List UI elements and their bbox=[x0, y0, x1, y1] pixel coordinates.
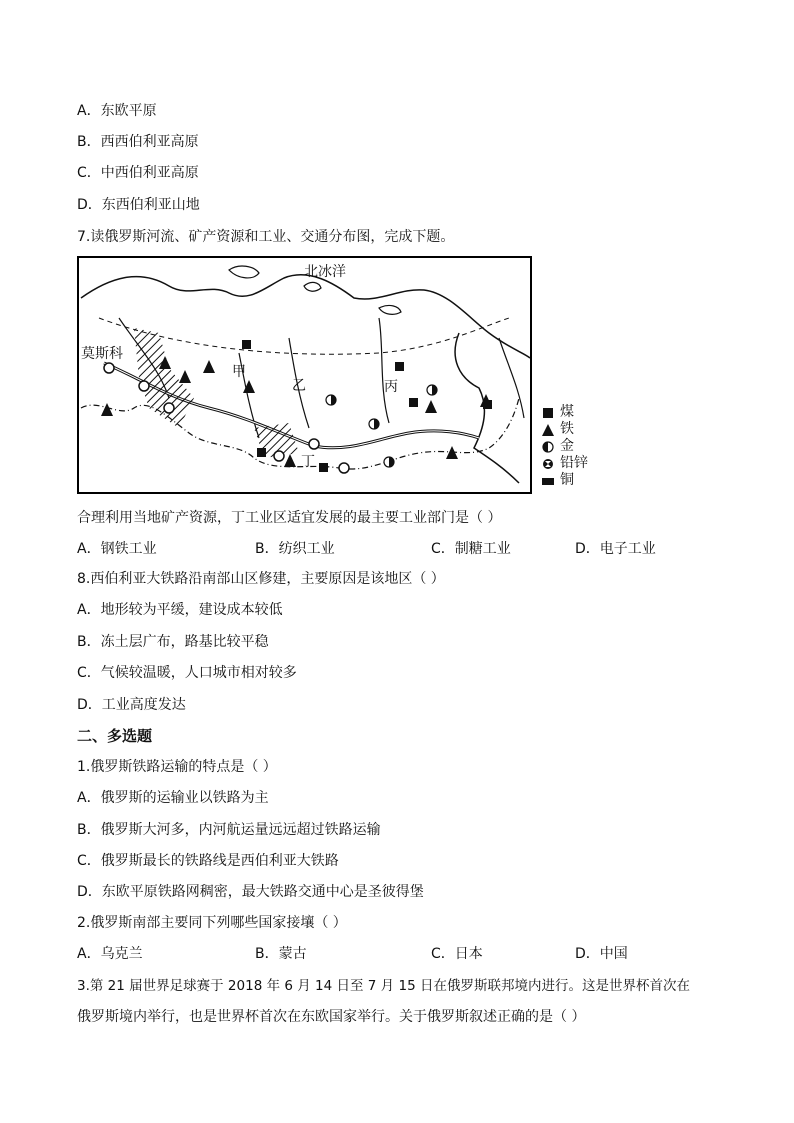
m2-option-a: A．乌克兰 bbox=[77, 946, 143, 962]
m2-stem: 2.俄罗斯南部主要同下列哪些国家接壤（ ） bbox=[77, 915, 347, 931]
russia-map bbox=[77, 256, 532, 494]
copper-icon bbox=[542, 475, 554, 487]
q8-option-d: D．工业高度发达 bbox=[77, 697, 186, 713]
section-title: 二、多选题 bbox=[77, 727, 153, 745]
map-legend bbox=[542, 404, 602, 489]
q8-stem: 8.西伯利亚大铁路沿南部山区修建，主要原因是该地区（ ） bbox=[77, 571, 445, 587]
legend-lead-zinc: 铅锌 bbox=[542, 455, 602, 472]
q7-question: 合理利用当地矿产资源，丁工业区适宜发展的最主要工业部门是（ ） bbox=[77, 510, 502, 526]
q8-option-c: C．气候较温暖，人口城市相对较多 bbox=[77, 665, 297, 681]
q7-option-a: A．钢铁工业 bbox=[77, 541, 157, 557]
m2-option-c: C．日本 bbox=[431, 946, 483, 962]
m3-stem-line2: 俄罗斯境内举行，也是世界杯首次在东欧国家举行。关于俄罗斯叙述正确的是（ ） bbox=[77, 1009, 586, 1025]
m2-option-d: D．中国 bbox=[575, 946, 628, 962]
legend-copper: 铜 bbox=[542, 472, 602, 489]
m1-option-d: D．东欧平原铁路网稠密，最大铁路交通中心是圣彼得堡 bbox=[77, 884, 424, 900]
m1-option-a: A．俄罗斯的运输业以铁路为主 bbox=[77, 790, 269, 806]
m3-stem-line1: 3.第 21 届世界足球赛于 2018 年 6 月 14 日至 7 月 15 日在俄罗斯联邦境内进行。这是世界杯首次在 bbox=[77, 978, 690, 994]
coal-icon bbox=[542, 407, 554, 419]
legend-coal: 煤 bbox=[542, 404, 602, 421]
q7-option-d: D．电子工业 bbox=[575, 541, 656, 557]
iron-icon bbox=[542, 424, 554, 436]
q7-stem: 7.读俄罗斯河流、矿产资源和工业、交通分布图，完成下题。 bbox=[77, 229, 455, 245]
q7-option-b: B．纺织工业 bbox=[255, 541, 335, 557]
q8-option-a: A．地形较为平缓，建设成本较低 bbox=[77, 602, 283, 618]
q6-option-a: A．东欧平原 bbox=[77, 103, 157, 119]
map-label-jia: 甲 bbox=[232, 364, 246, 380]
m1-option-b: B．俄罗斯大河多，内河航运量远远超过铁路运输 bbox=[77, 822, 381, 838]
map-label-bing: 丙 bbox=[384, 379, 398, 395]
legend-gold: 金 bbox=[542, 438, 602, 455]
q7-option-c: C．制糖工业 bbox=[431, 541, 511, 557]
russia-map-graphic bbox=[79, 258, 530, 492]
m2-option-b: B．蒙古 bbox=[255, 946, 307, 962]
lead-zinc-icon bbox=[542, 458, 554, 470]
m1-option-c: C．俄罗斯最长的铁路线是西伯利亚大铁路 bbox=[77, 853, 339, 869]
map-label-ding: 丁 bbox=[301, 454, 315, 470]
legend-iron: 铁 bbox=[542, 421, 602, 438]
m2-options bbox=[77, 945, 717, 963]
q7-options bbox=[77, 540, 717, 558]
gold-icon bbox=[542, 441, 554, 453]
m1-stem: 1.俄罗斯铁路运输的特点是（ ） bbox=[77, 759, 277, 775]
map-label-yi: 乙 bbox=[292, 378, 306, 394]
q6-option-d: D．东西伯利亚山地 bbox=[77, 197, 200, 213]
q6-option-c: C．中西伯利亚高原 bbox=[77, 165, 199, 181]
map-label-moscow: 莫斯科 bbox=[81, 346, 123, 362]
q8-option-b: B．冻土层广布，路基比较平稳 bbox=[77, 634, 269, 650]
q6-option-b: B．西西伯利亚高原 bbox=[77, 134, 199, 150]
map-label-ocean: 北冰洋 bbox=[304, 264, 346, 280]
